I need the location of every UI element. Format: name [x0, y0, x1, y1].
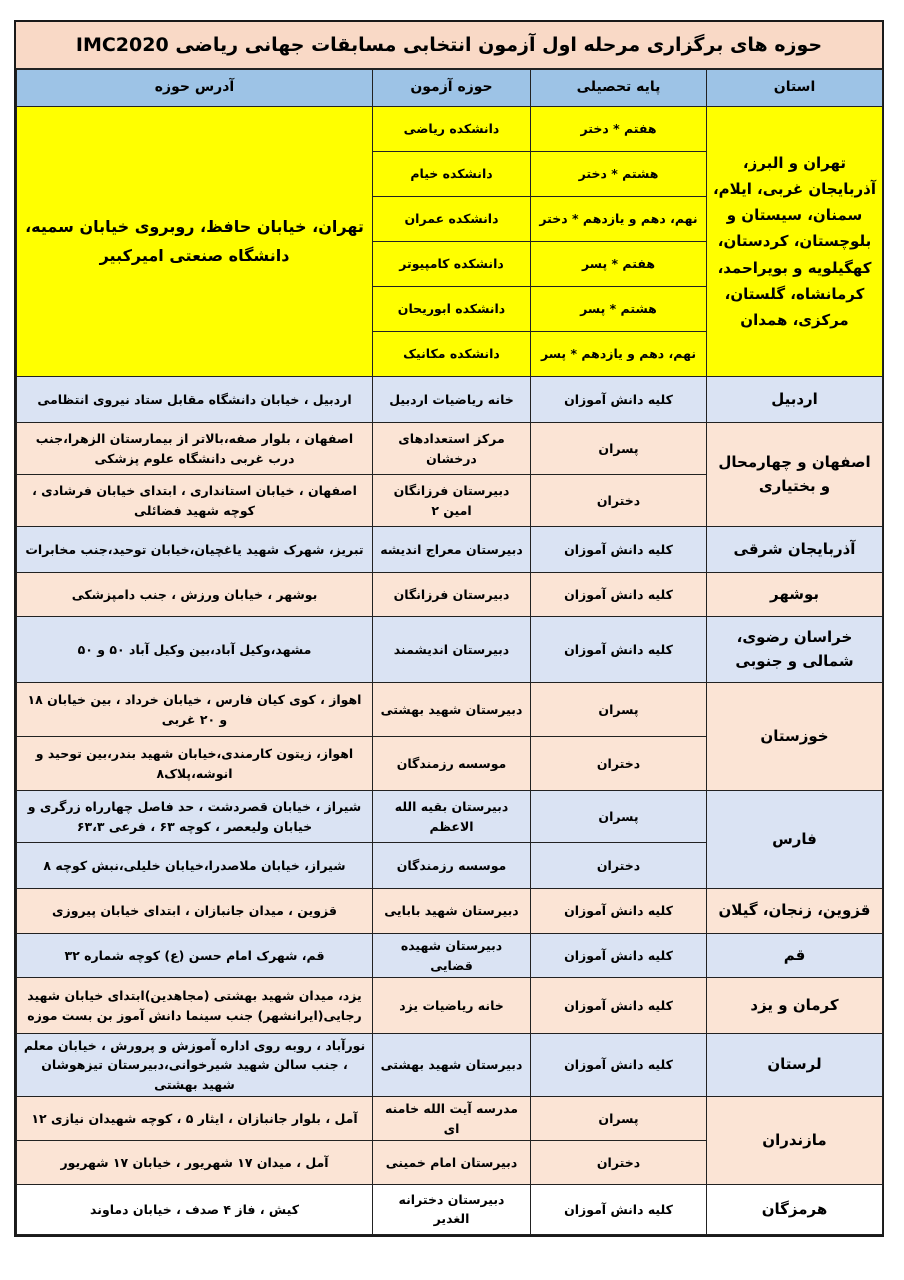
center-cell: موسسه رزمندگان	[373, 843, 531, 889]
table-row	[17, 683, 883, 737]
header-level: پایه تحصیلی	[531, 70, 707, 107]
level-cell: کلیه دانش آموزان	[531, 934, 707, 978]
address-cell: اهواز ، کوی کیان فارس ، خیابان خرداد ، بین خیابان ۱۸ و ۲۰ غربی	[17, 683, 373, 737]
center-cell: خانه ریاضیات یزد	[373, 978, 531, 1034]
province-cell: فارس	[707, 791, 883, 889]
province-cell: اصفهان و چهارمحال و بختیاری	[707, 423, 883, 527]
level-cell: کلیه دانش آموزان	[531, 889, 707, 934]
province-cell: لرستان	[707, 1034, 883, 1097]
level-cell: هفتم * دختر	[531, 107, 707, 152]
address-cell: شیراز ، خیابان قصردشت ، حد فاصل چهارراه زرگری و خیابان ولیعصر ، کوچه ۶۳ ، فرعی ۶۳،۳	[17, 791, 373, 843]
address-cell: قم، شهرک امام حسن (ع) کوچه شماره ۳۲	[17, 934, 373, 978]
level-cell: کلیه دانش آموزان	[531, 617, 707, 683]
address-cell: کیش ، فاز ۴ صدف ، خیابان دماوند	[17, 1184, 373, 1234]
table-row	[17, 107, 883, 152]
level-cell: دختران	[531, 475, 707, 527]
address-cell: بوشهر ، خیابان ورزش ، جنب دامپزشکی	[17, 573, 373, 617]
table-row	[17, 889, 883, 934]
province-cell: آذربایجان شرقی	[707, 527, 883, 573]
table-row	[17, 791, 883, 843]
province-cell: خوزستان	[707, 683, 883, 791]
header-address: آدرس حوزه	[17, 70, 373, 107]
center-cell: دبیرستان بقیه الله الاعظم	[373, 791, 531, 843]
center-cell: دبیرستان فرزانگان	[373, 573, 531, 617]
address-cell: تبریز، شهرک شهید یاغچیان،خیابان توحید،جنب مخابرات	[17, 527, 373, 573]
center-cell: دانشکده خیام	[373, 152, 531, 197]
table-row	[17, 617, 883, 683]
address-cell: تهران، خیابان حافظ، روبروی خیابان سمیه، دانشگاه صنعتی امیرکبیر	[17, 107, 373, 377]
exam-centers-sheet	[14, 20, 884, 1237]
level-cell: هشتم * دختر	[531, 152, 707, 197]
table-row	[17, 1034, 883, 1097]
center-cell: دانشکده ابوریحان	[373, 287, 531, 332]
address-cell: نورآباد ، روبه روی اداره آموزش و پرورش ، خیابان معلم ، جنب سالن شهید شیرخوانی،دبیرستان تیزهوشان شهید بهشتی	[17, 1034, 373, 1097]
level-cell: دختران	[531, 737, 707, 791]
level-cell: هفتم * پسر	[531, 242, 707, 287]
center-cell: مدرسه آیت الله خامنه ای	[373, 1097, 531, 1141]
address-cell: آمل ، میدان ۱۷ شهریور ، خیابان ۱۷ شهریور	[17, 1140, 373, 1184]
table-row	[17, 573, 883, 617]
center-cell: دبیرستان شهیده قضایی	[373, 934, 531, 978]
center-cell: دبیرستان فرزانگان امین ۲	[373, 475, 531, 527]
center-cell: دبیرستان امام خمینی	[373, 1140, 531, 1184]
table-row	[17, 1184, 883, 1234]
address-cell: اصفهان ، بلوار صفه،بالاتر از بیمارستان الزهرا،جنب درب غربی دانشگاه علوم پزشکی	[17, 423, 373, 475]
level-cell: پسران	[531, 683, 707, 737]
table-row	[17, 377, 883, 423]
level-cell: کلیه دانش آموزان	[531, 1184, 707, 1234]
level-cell: پسران	[531, 791, 707, 843]
header-center: حوزه آزمون	[373, 70, 531, 107]
province-cell: تهران و البرز، آذربایجان غربی، ایلام، سمنان، سیستان و بلوچستان، کردستان، کهگیلویه و بویراحمد، کرمانشاه، گلستان، مرکزی، همدان	[707, 107, 883, 377]
center-cell: دبیرستان اندیشمند	[373, 617, 531, 683]
center-cell: دبیرستان شهید بابایی	[373, 889, 531, 934]
province-cell: خراسان رضوی، شمالی و جنوبی	[707, 617, 883, 683]
level-cell: کلیه دانش آموزان	[531, 377, 707, 423]
center-cell: دانشکده ریاضی	[373, 107, 531, 152]
level-cell: کلیه دانش آموزان	[531, 1034, 707, 1097]
address-cell: آمل ، بلوار جانبازان ، ایثار ۵ ، کوچه شهیدان نیازی ۱۲	[17, 1097, 373, 1141]
level-cell: پسران	[531, 423, 707, 475]
address-cell: یزد، میدان شهید بهشتی (مجاهدین)ابتدای خیابان شهید رجایی(ایرانشهر) جنب سینما دانش آموز بن بست موزه	[17, 978, 373, 1034]
center-cell: خانه ریاضیات اردبیل	[373, 377, 531, 423]
address-cell: قزوین ، میدان جانبازان ، ابتدای خیابان پیروزی	[17, 889, 373, 934]
level-cell: کلیه دانش آموزان	[531, 573, 707, 617]
level-cell: کلیه دانش آموزان	[531, 978, 707, 1034]
table-row	[17, 423, 883, 475]
center-cell: دبیرستان شهید بهشتی	[373, 683, 531, 737]
level-cell: هشتم * پسر	[531, 287, 707, 332]
province-cell: قم	[707, 934, 883, 978]
page-title: حوزه های برگزاری مرحله اول آزمون انتخابی مسابقات جهانی ریاضی IMC2020	[16, 22, 882, 69]
header-province: استان	[707, 70, 883, 107]
province-cell: هرمزگان	[707, 1184, 883, 1234]
province-cell: مازندران	[707, 1097, 883, 1185]
province-cell: کرمان و یزد	[707, 978, 883, 1034]
center-cell: دبیرستان شهید بهشتی	[373, 1034, 531, 1097]
header-row	[17, 70, 883, 107]
center-cell: موسسه رزمندگان	[373, 737, 531, 791]
province-cell: بوشهر	[707, 573, 883, 617]
level-cell: پسران	[531, 1097, 707, 1141]
center-cell: دانشکده مکانیک	[373, 332, 531, 377]
exam-centers-table	[16, 69, 883, 1235]
table-row	[17, 1097, 883, 1141]
table-row	[17, 978, 883, 1034]
center-cell: دبیرستان معراج اندیشه	[373, 527, 531, 573]
province-cell: قزوین، زنجان، گیلان	[707, 889, 883, 934]
province-cell: اردبیل	[707, 377, 883, 423]
level-cell: کلیه دانش آموزان	[531, 527, 707, 573]
address-cell: شیراز، خیابان ملاصدرا،خیابان خلیلی،نبش کوچه ۸	[17, 843, 373, 889]
center-cell: دبیرستان دخترانه الغدیر	[373, 1184, 531, 1234]
table-row	[17, 934, 883, 978]
address-cell: اصفهان ، خیابان استانداری ، ابتدای خیابان فرشادی ، کوچه شهید فضائلی	[17, 475, 373, 527]
center-cell: دانشکده عمران	[373, 197, 531, 242]
level-cell: دختران	[531, 1140, 707, 1184]
level-cell: نهم، دهم و یازدهم * پسر	[531, 332, 707, 377]
address-cell: مشهد،وکیل آباد،بین وکیل آباد ۵۰ و ۵۰	[17, 617, 373, 683]
level-cell: نهم، دهم و یازدهم * دختر	[531, 197, 707, 242]
table-row	[17, 527, 883, 573]
center-cell: مرکز استعدادهای درخشان	[373, 423, 531, 475]
level-cell: دختران	[531, 843, 707, 889]
address-cell: اردبیل ، خیابان دانشگاه مقابل ستاد نیروی انتظامی	[17, 377, 373, 423]
center-cell: دانشکده کامپیوتر	[373, 242, 531, 287]
address-cell: اهواز، زیتون کارمندی،خیابان شهید بندر،بین توحید و انوشه،پلاک۸	[17, 737, 373, 791]
